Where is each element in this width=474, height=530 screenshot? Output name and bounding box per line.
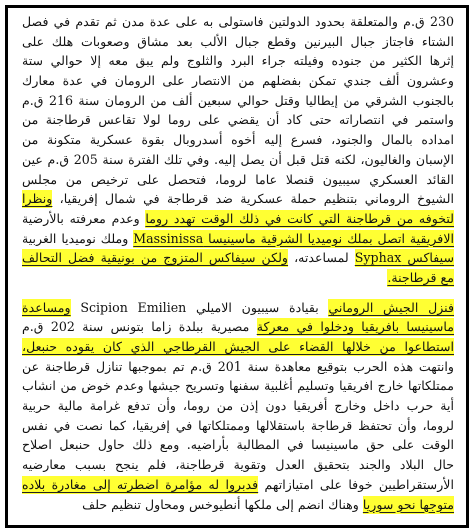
text-line [22,110,454,130]
text-line [22,170,454,190]
highlighted-text: ولكن سيفاكس المتزوج من بونيقية فضل التحالف [22,250,289,266]
text-segment: الإسبان والغاليون، لكنه قتل قبل أن يصل إليه. وفي تلك الفترة سنة 205 ق.م عين [22,151,454,167]
text-line [22,189,454,209]
paragraph [22,298,454,515]
text-segment: الشتاء فاجتاز جبال البيرنين وقطع جبال الألب بعد مشاق وصعوبات هلك على [22,33,454,49]
highlighted-text: ونظرا [22,191,53,207]
highlighted-text: مع قرطاجنة. [387,269,454,285]
highlighted-text: ومساعدة [22,299,71,315]
highlighted-text: ماسينيسا بافريقيا ودخلوا في معركة [256,319,454,335]
text-line [22,51,454,71]
text-segment: لروما، وأن تحتفظ قرطاجة باستقلالها وممتلكاتها في إفريقيا، كما نصت في نفس [22,417,454,433]
text-segment: وانتهت هذه الحرب بتوقيع معاهدة سنة 201 ق.م تم بموجبها تنازل قرطاجنة عن [22,358,454,374]
text-segment: وعدم معرفته بالأرضية [22,210,146,226]
text-line [22,455,454,475]
text-segment: وملك نوميديا الغربية [22,230,134,246]
text-segment: الأرستقراطيين خوفا على امتيازاتهم [258,476,454,492]
text-line [22,268,454,288]
text-segment: واستمر في انتصاراته حتى كاد أن يقضي على روما لولا تقاعس قرطاجنة من [22,112,454,128]
text-segment: إثرها الكثير من جنوده وفيلته جراء البرد والثلوج ولم يبق معه إلا حوالي ستة [22,53,454,69]
text-line [22,337,454,357]
text-segment: الشيوخ الروماني بتنظيم حملة عسكرية ضد قرطاجة في شمال إفريقيا، [52,191,454,207]
document-text [22,12,454,525]
text-line [22,248,454,268]
text-segment: بقيادة سيبيون الاميلي Scipion Emilien [70,299,329,315]
highlighted-text: سيفاكس Syphax [354,250,454,266]
text-segment: لمساعدته، [288,250,355,266]
text-line [22,71,454,91]
text-line [22,91,454,111]
text-line [22,12,454,32]
text-line [22,317,454,337]
paragraph [22,12,454,288]
text-line [22,495,454,515]
text-segment: أية حرب داخل وخارج أفريقيا دون إذن من روما، وأن تدفع غرامة مالية حربية [22,398,454,414]
text-line [22,435,454,455]
text-line [22,32,454,52]
highlighted-text: لتخوفه من قرطاجنة التي كانت في ذلك الوقت تهدد روما [145,210,454,226]
text-segment: امداده بالمال والجنود، فسرع إليه أخوه أسدروبال بقوة عسكرية متكونة من [22,132,454,148]
text-line [22,150,454,170]
paragraph-gap [22,288,454,298]
text-segment: حال البلاد والجند بتحقيق العدل وتقوية قرطاجنة، فلم ينجح بسبب معارضيه [22,457,454,473]
text-line [22,396,454,416]
text-segment: الوقت على حق ماسينيسا في المطالبة بأراضيه. ومع ذلك حاول حنبعل اصلاح [22,437,454,453]
text-line [22,416,454,436]
text-segment: 230 ق.م والمتعلقة بحدود الدولتين فاستولى به على عدة مدن ثم تقدم في فصل [22,14,454,29]
text-line [22,357,454,377]
text-segment: ممتلكاتها خارج افريقيا وتسليم أغلبية سفنها وتسريح جيشها وعدم خوض من انشاب [22,378,454,394]
text-line [22,475,454,495]
text-segment: وهناك انضم إلى ملكها أنطيوخس ومحاول تنظيم حلف [82,496,363,512]
text-line [22,229,454,249]
highlighted-text: فدبروا له مؤامرة اضطرته إلى مغادرة بلاده [22,476,259,492]
text-segment: القائد العسكري سيبيون قنصلا عاما لروما، فتحصل على ترخيص من مجلس [22,171,454,187]
highlighted-text: فنزل الجيش الروماني [328,299,454,315]
text-segment: مصيرية ببلدة زاما بتونس سنة 202 ق.م [22,319,257,335]
text-segment: بالجنوب الشرقي من إيطاليا وقتل حوالي سبعين ألف من الرومان سنة 216 ق.م [22,92,454,108]
highlighted-text: متوجها نحو سوريا [362,496,454,512]
document-frame [5,5,469,528]
highlighted-text: الافريقية اتصل بملك نوميديا الشرقية ماسينيسا Massinissa [133,230,454,246]
text-segment: وعشرون ألف جندي تمكن بفضلهم من الانتصار على الرومان في عدة معارك [22,73,454,89]
text-line [22,130,454,150]
text-line [22,298,454,318]
text-line [22,209,454,229]
text-line [22,376,454,396]
highlighted-text: استطاعوا من خلالها القضاء على الجيش القرطاجي الذي كان يقوده حنبعل، [22,339,454,354]
